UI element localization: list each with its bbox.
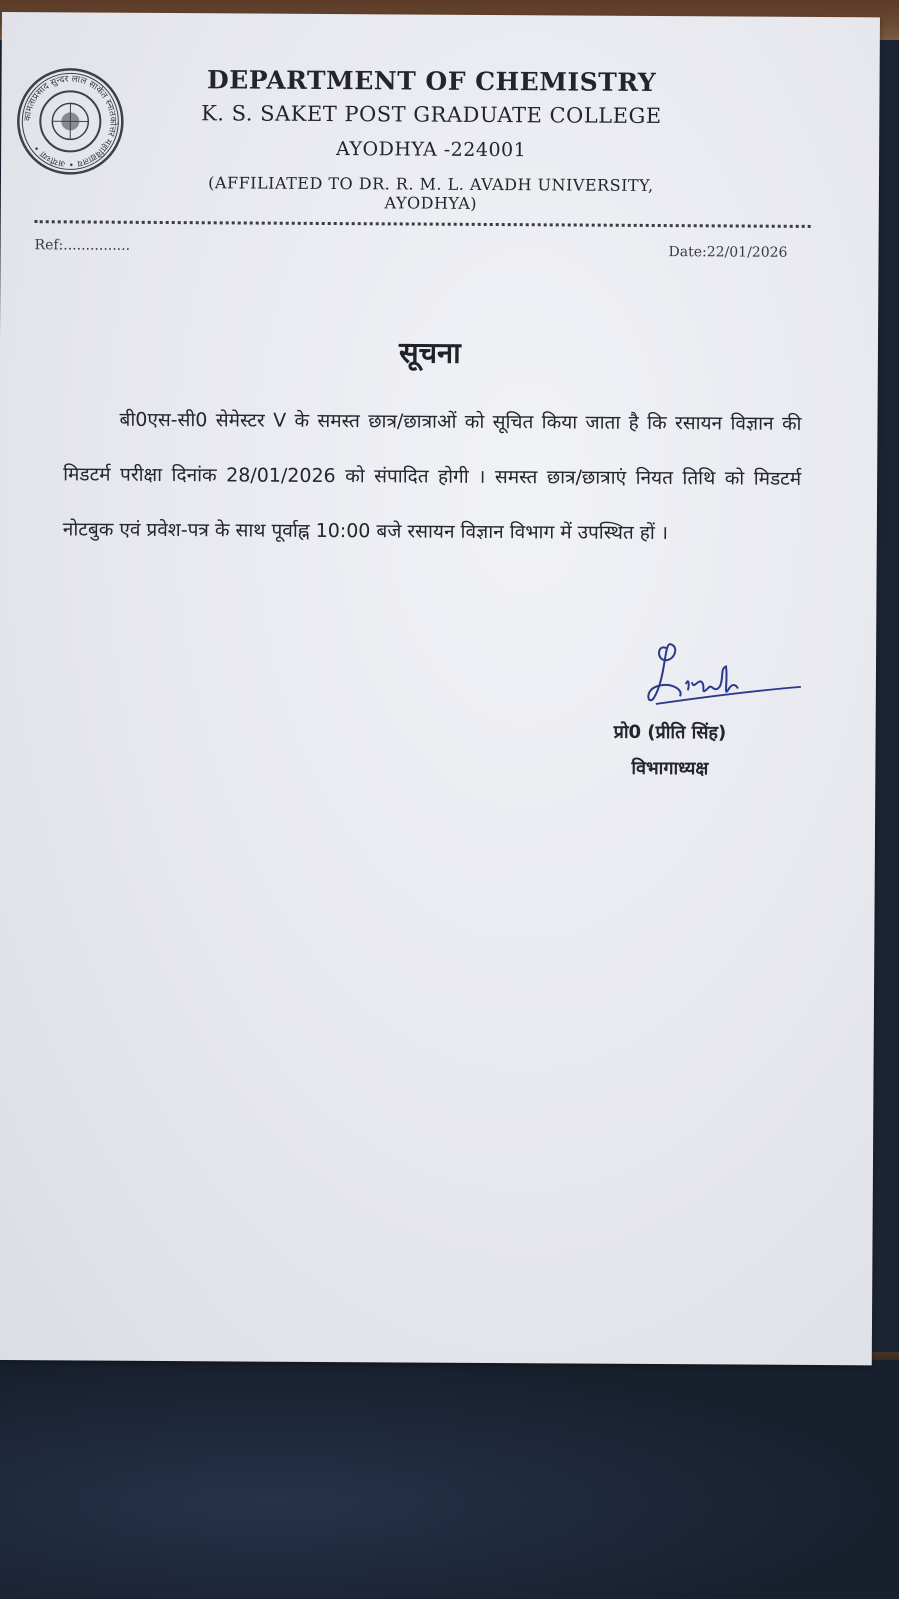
notice-date: Date:22/01/2026 [668, 244, 788, 261]
college-seal-icon [15, 66, 126, 177]
college-affiliation: (AFFILIATED TO DR. R. M. L. AVADH UNIVERSITY, AYODHYA) [208, 173, 654, 213]
header-divider [35, 220, 811, 228]
college-seal-text: कामताप्रसाद सुन्दर लाल साकेत स्नातकोत्तर महाविद्यालय • अयोध्या • [23, 74, 118, 169]
notice-body: बी0एस-सी0 सेमेस्टर V के समस्त छात्र/छात्राओं को सूचित किया जाता है कि रसायन विज्ञान की मिडटर्म परीक्षा दिनांक 28/01/2026 को संपादित होगी । समस्त छात्र/छात्राएं नियत तिथि को मिडटर्म नोटबुक एवं प्रवेश-पत्र के साथ पूर्वाह्न 10:00 बजे रसायन विज्ञान विभाग में उपस्थित हों । [62, 408, 802, 545]
notice-title: सूचना [398, 335, 461, 370]
notice-sheet [0, 12, 880, 1365]
signatory-designation: विभागाध्यक्ष [631, 757, 709, 780]
background-surface [0, 1360, 899, 1599]
reference-number: Ref:............... [34, 237, 131, 254]
department-name: DEPARTMENT OF CHEMISTRY [206, 65, 657, 97]
signature-icon [636, 638, 806, 719]
signatory-name: प्रो0 (प्रीति सिंह) [613, 721, 727, 744]
college-name: K. S. SAKET POST GRADUATE COLLEGE [201, 101, 662, 129]
college-city: AYODHYA -224001 [336, 138, 527, 162]
